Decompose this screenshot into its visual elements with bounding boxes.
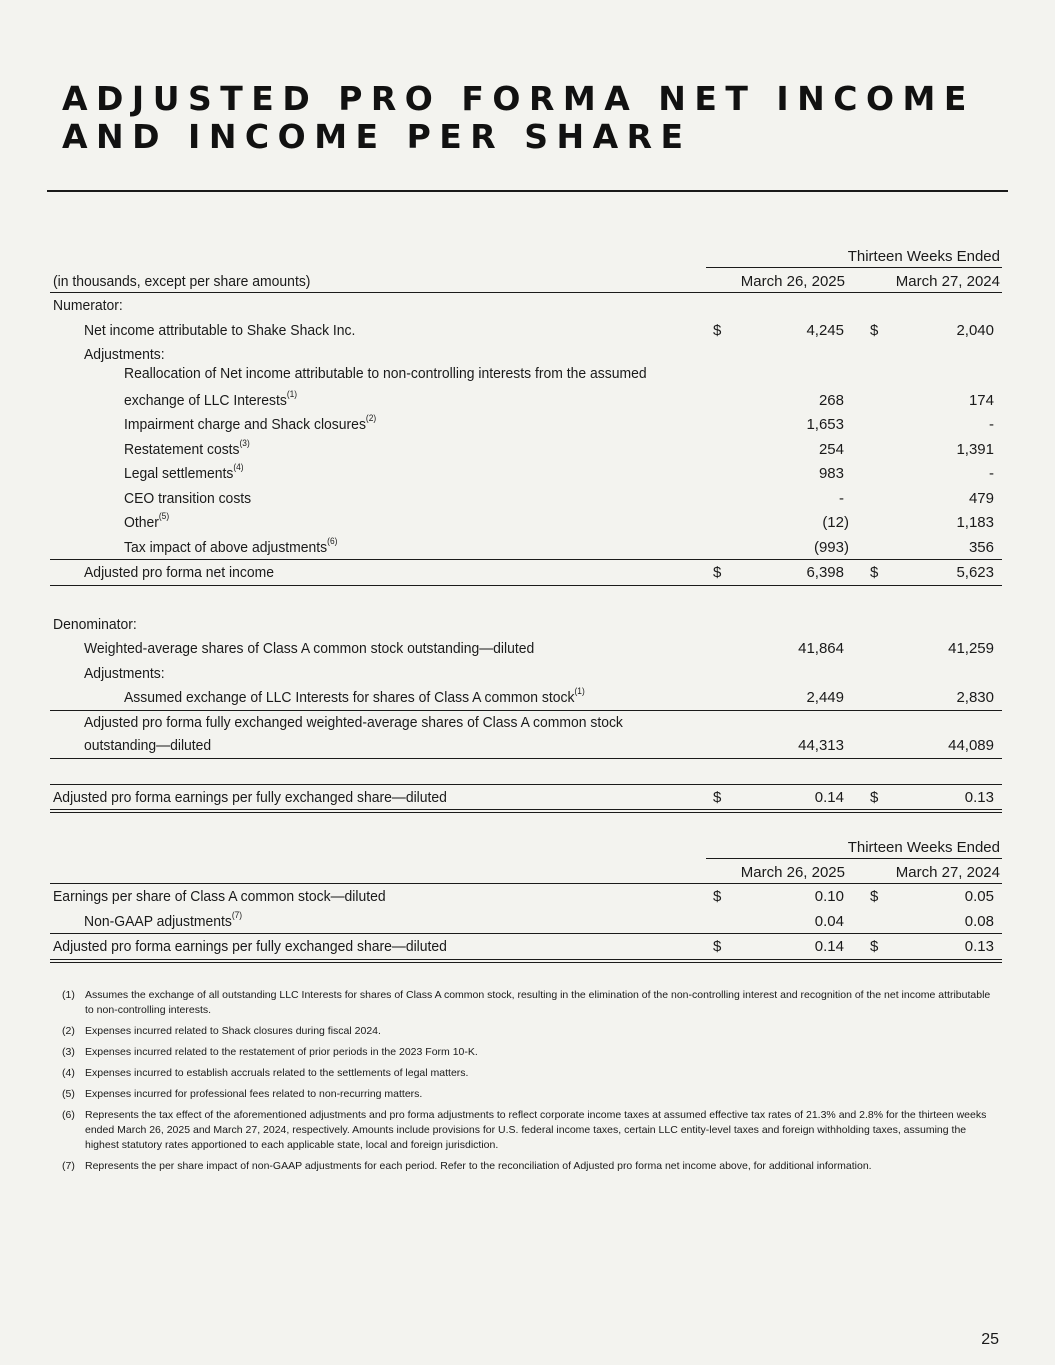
footnote-ref: (5)	[158, 511, 170, 521]
currency-symbol: $	[713, 938, 722, 955]
currency-symbol: $	[870, 888, 879, 905]
period-header-row	[50, 243, 1002, 268]
value-2024: 479	[968, 489, 994, 507]
value-2025: (12)	[822, 514, 849, 531]
value-2025: 0.14	[814, 938, 844, 955]
value-2025: 268	[818, 392, 844, 409]
footnote-item: (2) Expenses incurred related to Shack closures during fiscal 2024.	[62, 1025, 381, 1037]
row-label: Non-GAAP adjustments$^{(7)}$	[84, 909, 243, 930]
currency-symbol: $	[713, 564, 722, 581]
value-2024: 0.13	[964, 938, 994, 955]
period-header: Thirteen Weeks Ended	[706, 243, 1002, 268]
currency-symbol: $	[870, 938, 879, 955]
value-2025: 2,449	[806, 689, 844, 706]
footnote-item: (7) Represents the per share impact of non-GAAP adjustments for each period. Refer to the reconciliation of Adjusted pro forma net income above, for additional information.	[62, 1160, 872, 1172]
table-row	[50, 909, 1002, 935]
table-row-total	[50, 560, 1002, 586]
numerator-label: Numerator:	[53, 297, 123, 314]
section-label-row	[50, 342, 1002, 363]
row-label: Other$^{(5)}$	[124, 511, 170, 531]
footnote-ref: (7)	[231, 909, 243, 920]
row-label: Assumed exchange of LLC Interests for shares of Class A common stock$^{(1)}$	[124, 686, 585, 706]
row-label: Earnings per share of Class A common stock—diluted	[53, 888, 386, 905]
value-2024: 356	[968, 538, 994, 556]
footnote-ref: (2)	[365, 413, 377, 423]
table-row	[50, 711, 1002, 733]
value-2024: 5,623	[956, 564, 994, 581]
section-label-row	[50, 661, 1002, 686]
currency-symbol: $	[870, 564, 879, 581]
adjusted-net-income-table	[50, 243, 1002, 813]
value-2025: 983	[818, 465, 844, 482]
row-label: Adjusted pro forma net income	[84, 564, 274, 581]
value-2024: 2,830	[956, 689, 994, 706]
row-label: outstanding—diluted	[84, 736, 212, 754]
table-row	[50, 318, 1002, 343]
row-label: Legal settlements$^{(4)}$	[124, 462, 244, 482]
table-row	[50, 363, 1002, 384]
adjustments-label: Adjustments:	[84, 346, 165, 363]
value-2025: 0.04	[814, 912, 844, 930]
double-rule	[50, 962, 1002, 963]
value-2024: -	[989, 416, 994, 433]
period-header-row	[50, 834, 1002, 859]
title-divider	[47, 190, 1008, 192]
row-label: Tax impact of above adjustments$^{(6)}$	[124, 535, 338, 556]
denominator-label: Denominator:	[53, 615, 137, 633]
table-row	[50, 636, 1002, 661]
currency-symbol: $	[870, 788, 879, 806]
column-header-2025: March 26, 2025	[740, 863, 845, 881]
spacer-row	[50, 586, 1002, 612]
value-2025: 41,864	[798, 640, 844, 657]
row-label-line1: Adjusted pro forma fully exchanged weighted-average shares of Class A common stock	[84, 713, 623, 731]
adjustments-label: Adjustments:	[84, 664, 165, 682]
table-row	[50, 486, 1002, 511]
table-row	[50, 384, 1002, 412]
value-2025: 0.10	[814, 888, 844, 905]
units-label: (in thousands, except per share amounts)	[53, 272, 311, 290]
value-2024: -	[989, 465, 994, 482]
column-header-2024: March 27, 2024	[895, 272, 1000, 290]
value-2025: 6,398	[806, 564, 844, 581]
table-row	[50, 535, 1002, 561]
footnote-item: (4) Expenses incurred to establish accruals related to the settlements of legal matters.	[62, 1067, 469, 1079]
column-header-row	[50, 268, 1002, 294]
column-header-row	[50, 859, 1002, 885]
row-label: Restatement costs$^{(3)}$	[124, 437, 250, 458]
period-header: Thirteen Weeks Ended	[706, 834, 1002, 859]
currency-symbol: $	[713, 321, 722, 339]
table-row	[50, 510, 1002, 535]
row-label-line1: Reallocation of Net income attributable to non-controlling interests from the assumed	[124, 365, 647, 382]
footnote-ref: (1)	[286, 389, 298, 399]
currency-symbol: $	[713, 888, 722, 905]
currency-symbol: $	[713, 788, 722, 806]
value-2025: 254	[818, 440, 844, 458]
value-2024: 41,259	[948, 640, 994, 657]
value-2024: 1,391	[956, 440, 994, 458]
page-number: 25	[981, 1331, 999, 1348]
table-row-eps	[50, 785, 1002, 811]
footnote-ref: (3)	[239, 437, 250, 448]
row-label: exchange of LLC Interests$^{(1)}$	[124, 389, 298, 409]
row-label: Adjusted pro forma earnings per fully exchanged share—diluted	[53, 938, 447, 955]
value-2024: 1,183	[956, 514, 994, 531]
footnote-ref: (1)	[574, 686, 585, 696]
table-row	[50, 685, 1002, 711]
value-2025: 0.14	[814, 788, 844, 806]
currency-symbol: $	[870, 321, 879, 339]
value-2024: 174	[968, 392, 994, 409]
value-2025: (993)	[813, 538, 849, 556]
value-2025: 44,313	[798, 736, 844, 754]
value-2024: 44,089	[948, 736, 994, 754]
double-rule	[50, 812, 1002, 813]
spacer-row	[50, 759, 1002, 785]
footnote-ref: (4)	[233, 462, 244, 472]
footnote-item: (6) Represents the tax effect of the aforementioned adjustments and pro forma adjustments to reflect corporate income taxes at assumed effective tax rates of 21.3% and 2.8% for the thirteen weeks ended March 26, 2025 and March 27, 2024, respectively. Amounts include provisions for U.S. federal income taxes, certain LLC entity-level taxes and foreign withholding taxes, assuming the highest statutory rates apportioned to each applicable state, local and foreign jurisdiction.	[62, 1109, 987, 1151]
table-row	[50, 412, 1002, 437]
section-label-row	[50, 293, 1002, 318]
footnote-item: (1) Assumes the exchange of all outstanding LLC Interests for shares of Class A common stock, resulting in the elimination of the non-controlling interest and recognition of the net income attributable to non-controlling interests.	[62, 989, 991, 1016]
eps-reconciliation-table	[50, 834, 1002, 963]
row-label: Adjusted pro forma earnings per fully exchanged share—diluted	[53, 788, 447, 806]
footnote-ref: (6)	[327, 535, 338, 546]
table-row	[50, 884, 1002, 909]
row-label: CEO transition costs	[124, 489, 252, 507]
page-title: ADJUSTED PRO FORMA NET INCOME AND INCOME PER SHARE	[62, 79, 975, 156]
table-row-eps	[50, 934, 1002, 960]
row-label: Net income attributable to Shake Shack Inc.	[84, 321, 356, 339]
footnote-item: (5) Expenses incurred for professional fees related to non-recurring matters.	[62, 1088, 423, 1100]
table-row	[50, 461, 1002, 486]
row-label: Weighted-average shares of Class A common stock outstanding—diluted	[84, 640, 535, 657]
value-2024: 0.13	[964, 788, 994, 806]
value-2024: 2,040	[956, 321, 994, 339]
value-2025: 4,245	[806, 321, 844, 339]
column-header-2024: March 27, 2024	[895, 863, 1000, 881]
row-label: Impairment charge and Shack closures$^{(2)}$	[124, 413, 377, 433]
footnote-item: (3) Expenses incurred related to the restatement of prior periods in the 2023 Form 10-K.	[62, 1046, 478, 1058]
value-2025: 1,653	[806, 416, 844, 433]
value-2025: -	[839, 489, 844, 507]
table-row	[50, 437, 1002, 462]
value-2024: 0.05	[964, 888, 994, 905]
table-row-total	[50, 733, 1002, 759]
section-label-row	[50, 612, 1002, 637]
value-2024: 0.08	[964, 912, 994, 930]
column-header-2025: March 26, 2025	[740, 272, 845, 290]
footnotes	[62, 988, 992, 1180]
